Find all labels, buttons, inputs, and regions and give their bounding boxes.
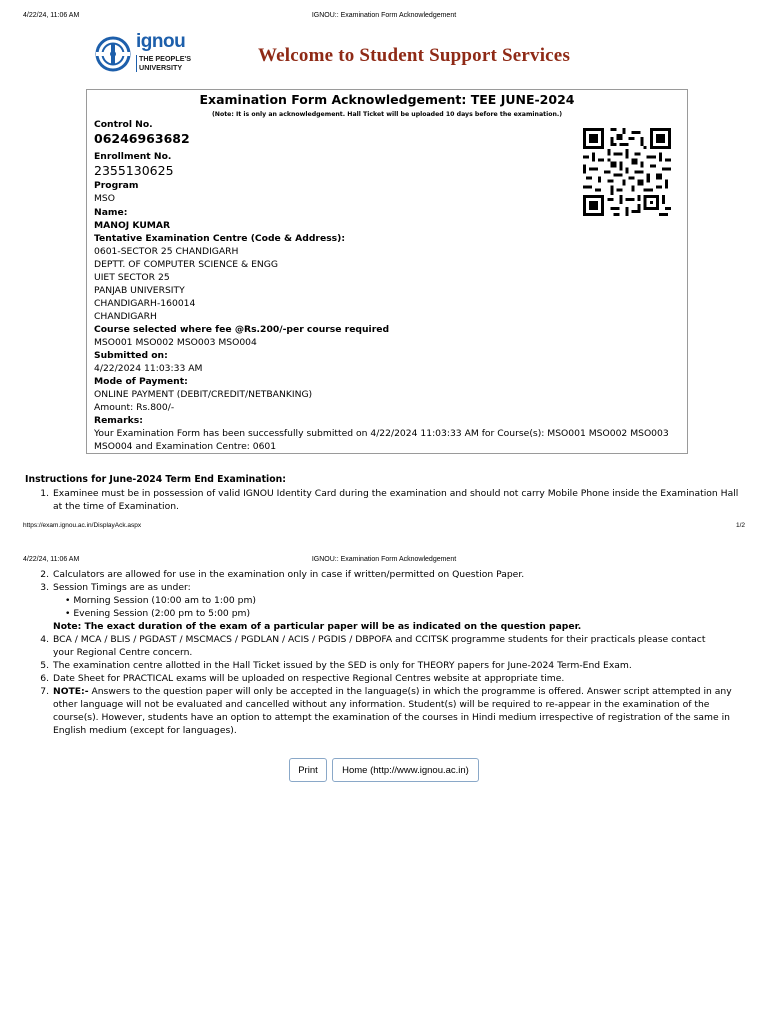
name-label: Name:	[94, 207, 128, 218]
print-button[interactable]: Print	[289, 758, 327, 782]
payment-mode-label: Mode of Payment:	[94, 376, 188, 387]
centre-line: PANJAB UNIVERSITY	[94, 285, 185, 296]
remarks-line: Your Examination Form has been successfully submitted on 4/22/2024 11:03:33 AM for Course(s): MSO001 MSO002 MSO003	[94, 428, 669, 439]
remarks-line: MSO004 and Examination Centre: 0601	[94, 441, 277, 452]
centre-line: DEPTT. OF COMPUTER SCIENCE & ENGG	[94, 259, 279, 270]
name-value: MANOJ KUMAR	[94, 220, 171, 231]
program-label: Program	[94, 180, 139, 191]
print-url: https://exam.ignou.ac.in/DisplayAck.aspx	[23, 522, 142, 529]
logo-name: ignou	[136, 31, 186, 52]
welcome-heading: Welcome to Student Support Services	[258, 45, 571, 66]
course-label: Course selected where fee @Rs.200/-per course required	[94, 324, 390, 335]
payment-mode-value: ONLINE PAYMENT (DEBIT/CREDIT/NETBANKING)	[94, 389, 313, 400]
print-datetime: 4/22/24, 11:06 AM	[23, 12, 80, 19]
ignou-logo	[94, 31, 194, 76]
enrollment-value: 2355130625	[94, 163, 174, 178]
qr-code-icon	[583, 128, 671, 216]
print-header	[0, 12, 768, 26]
amount-value: Amount: Rs.800/-	[94, 402, 175, 413]
control-no-value: 06246963682	[94, 131, 190, 146]
ack-note: (Note: It is only an acknowledgement. Hall Ticket will be uploaded 10 days before the examination.)	[211, 111, 563, 118]
acknowledgement-panel	[86, 89, 688, 454]
submitted-value: 4/22/2024 11:03:33 AM	[94, 363, 203, 374]
home-button[interactable]: Home (http://www.ignou.ac.in)	[332, 758, 479, 782]
control-no-label: Control No.	[94, 119, 153, 130]
print-footer	[0, 522, 768, 534]
ack-title: Examination Form Acknowledgement: TEE JUNE-2024	[199, 92, 575, 107]
centre-line: CHANDIGARH	[94, 311, 157, 322]
centre-line: 0601-SECTOR 25 CHANDIGARH	[94, 246, 239, 257]
centre-line: CHANDIGARH-160014	[94, 298, 196, 309]
instructions-title: Instructions for June-2024 Term End Examination:	[25, 474, 286, 485]
remarks-label: Remarks:	[94, 415, 143, 426]
print-page-number: 1/2	[735, 522, 745, 529]
print-datetime: 4/22/24, 11:06 AM	[23, 556, 80, 563]
centre-label: Tentative Examination Centre (Code & Address):	[94, 233, 345, 244]
enrollment-label: Enrollment No.	[94, 151, 172, 162]
print-doc-title: IGNOU:: Examination Form Acknowledgement	[311, 12, 457, 19]
submitted-label: Submitted on:	[94, 350, 168, 361]
print-doc-title: IGNOU:: Examination Form Acknowledgement	[311, 556, 457, 563]
centre-line: UIET SECTOR 25	[94, 272, 170, 283]
course-value: MSO001 MSO002 MSO003 MSO004	[94, 337, 257, 348]
program-value: MSO	[94, 193, 115, 204]
logo-tagline: THE PEOPLE'S UNIVERSITY	[136, 55, 191, 72]
ignou-emblem-icon	[94, 34, 132, 74]
